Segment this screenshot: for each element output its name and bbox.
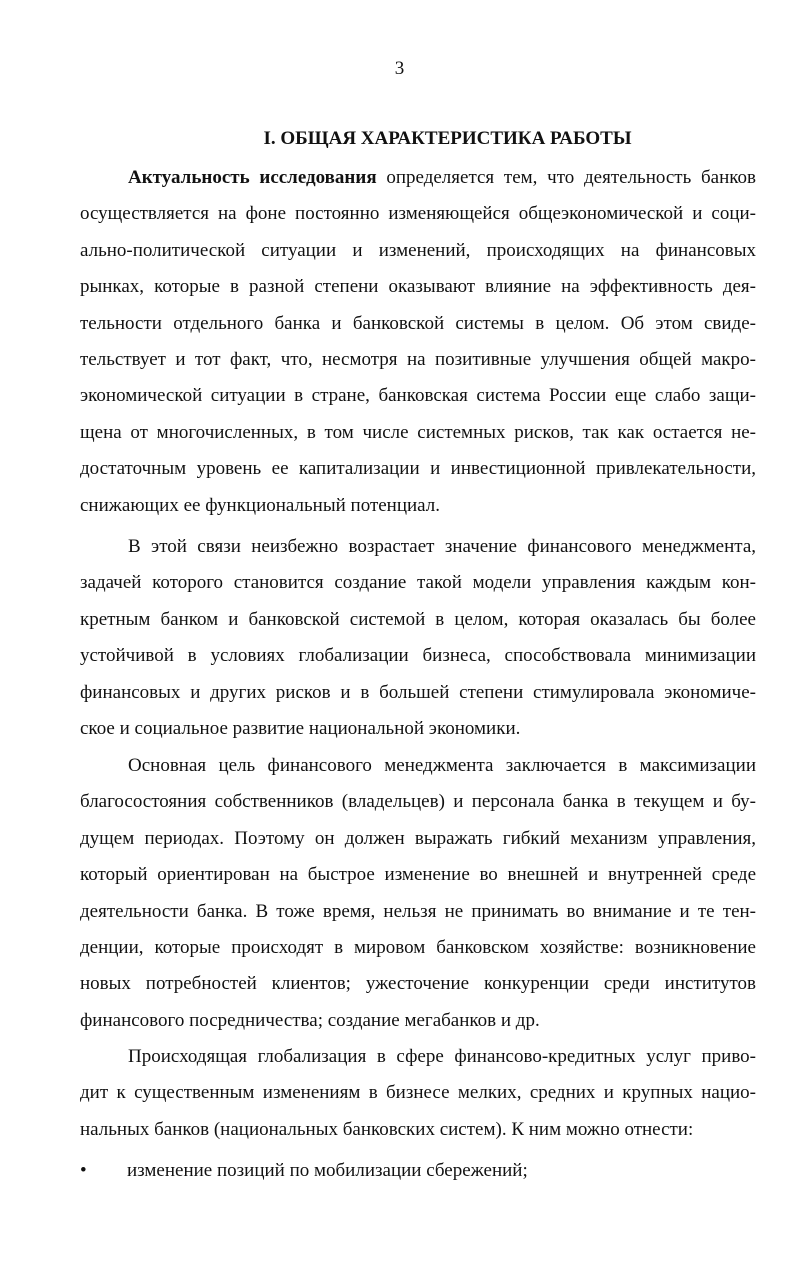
text-line: тельствует и тот факт, что, несмотря на позитивные улучшения общей макро- [80,349,756,371]
section-title: I. ОБЩАЯ ХАРАКТЕРИСТИКА РАБОТЫ [263,128,632,149]
list-item-text: изменение позиций по мобилизации сбережений; [127,1160,528,1181]
text-line: благосостояния собственников (владельцев) и персонала банка в текущем и бу- [80,791,756,813]
text-line: который ориентирован на быстрое изменение во внешней и внутренней среде [80,864,756,886]
text-line: Основная цель финансового менеджмента заключается в максимизации [128,755,756,776]
text-line: устойчивой в условиях глобализации бизнеса, способствовала минимизации [80,645,756,667]
text-line: кретным банком и банковской системой в целом, которая оказалась бы более [80,608,756,630]
text-line: ально-политической ситуации и изменений, происходящих на финансовых [80,239,756,261]
text-line: финансового посредничества; создание мегабанков и др. [80,1009,540,1031]
text-line: экономической ситуации в стране, банковская система России еще слабо защи- [80,385,756,407]
paragraph-main-goal [80,748,756,1039]
paragraph-globalization [80,1039,756,1148]
text-line: снижающих ее функциональный потенциал. [80,494,441,516]
text-line: дущем периодах. Поэтому он должен выражать гибкий механизм управления, [80,827,756,849]
text-line: Происходящая глобализация в сфере финансово-кредитных услуг приво- [128,1046,756,1067]
text-line: осуществляется на фоне постоянно изменяющейся общеэкономической и соци- [80,203,756,225]
text-line: дит к существенным изменениям в бизнесе мелких, средних и крупных нацио- [80,1082,756,1104]
text-line: рынках, которые в разной степени оказывают влияние на эффективность дея- [80,276,756,298]
text-fragment: определяется тем, что деятельность банков [376,167,756,188]
text-line: В этой связи неизбежно возрастает значение финансового менеджмента, [128,536,756,557]
paragraph-relevance [80,160,756,524]
text-line: достаточным уровень ее капитализации и инвестиционной привлекательности, [80,458,756,480]
text-line: щена от многочисленных, в том числе системных рисков, так как остается не- [80,421,756,443]
bold-lead: Актуальность исследования [128,167,377,188]
text-line: деятельности банка. В тоже время, нельзя не принимать во внимание и те тен- [80,900,756,922]
text-line: финансовых и других рисков и в большей степени стимулировала экономиче- [80,681,756,703]
text-line [80,160,756,196]
paragraph-financial-management [80,529,756,747]
text-line: денции, которые происходят в мировом банковском хозяйстве: возникновение [80,937,756,959]
text-line: новых потребностей клиентов; ужесточение конкуренции среди институтов [80,973,756,995]
text-line: задачей которого становится создание такой модели управления каждым кон- [80,572,756,594]
text-line: нальных банков (национальных банковских систем). К ним можно отнести: [80,1118,694,1140]
text-line: тельности отдельного банка и банковской системы в целом. Об этом свиде- [80,312,756,334]
text-line: ское и социальное развитие национальной экономики. [80,718,521,740]
page-number: 3 [394,58,405,79]
bullet-icon: • [80,1160,87,1181]
